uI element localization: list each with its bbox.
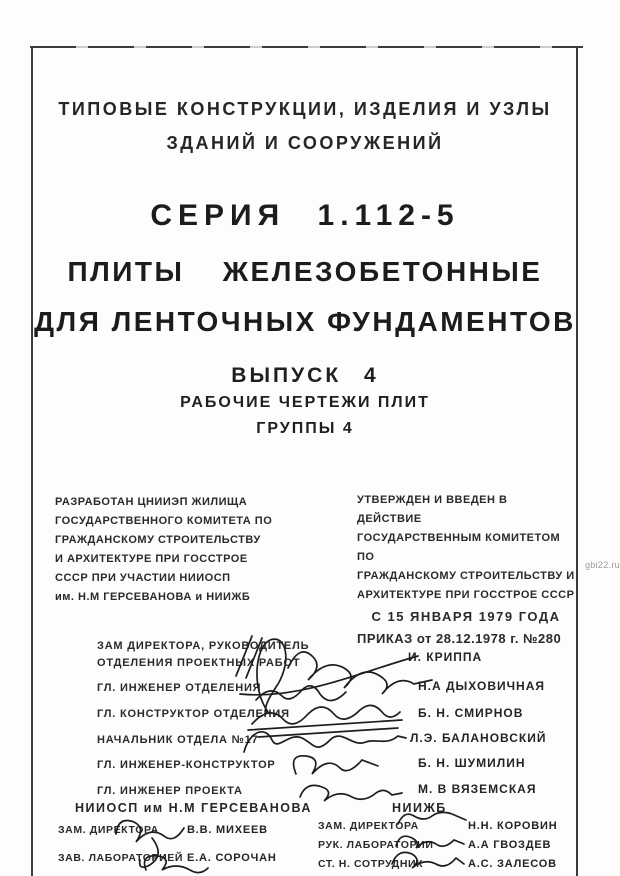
frame-left-border xyxy=(31,46,33,876)
signature-role: ЗАМ. ДИРЕКТОРА xyxy=(58,824,159,836)
signature-role: ЗАВ. ЛАБОРАТОРИЕЙ xyxy=(58,852,184,864)
title-line-1: ПЛИТЫ ЖЕЛЕЗОБЕТОННЫЕ xyxy=(67,256,543,287)
signature-role: СТ. Н. СОТРУДНИК xyxy=(318,858,424,870)
developed-line: ГРАЖДАНСКОМУ СТРОИТЕЛЬСТВУ xyxy=(55,534,261,546)
signature-stroke xyxy=(300,785,402,801)
signatory-name: Б. Н. ШУМИЛИН xyxy=(418,756,526,770)
signature-role: ЗАМ ДИРЕКТОРА, РУКОВОДИТЕЛЬ xyxy=(97,640,310,652)
signatory-name: Б. Н. СМИРНОВ xyxy=(418,706,524,720)
signatory-name: В.В. МИХЕЕВ xyxy=(187,824,268,836)
frame-top-border xyxy=(30,46,583,48)
frame-right-border xyxy=(576,46,578,876)
developed-by-block xyxy=(55,493,345,607)
approved-line: УТВЕРЖДЕН И ВВЕДЕН В ДЕЙСТВИЕ xyxy=(357,494,508,525)
signature-stroke xyxy=(256,686,346,701)
developed-line: им. Н.М ГЕРСЕВАНОВА и НИИЖБ xyxy=(55,591,251,603)
signatory-name: И. КРИППА xyxy=(408,650,483,664)
approved-by-block xyxy=(357,491,575,648)
series-title: СЕРИЯ 1.112-5 xyxy=(150,199,460,232)
signatory-name: Н.Н. КОРОВИН xyxy=(468,820,558,832)
approved-line: АРХИТЕКТУРЕ ПРИ ГОССТРОЕ СССР xyxy=(357,589,575,601)
signatory-name: М. В ВЯЗЕМСКАЯ xyxy=(418,782,537,796)
signature-role: ЗАМ. ДИРЕКТОРА xyxy=(318,820,419,832)
developed-line: ГОСУДАРСТВЕННОГО КОМИТЕТА ПО xyxy=(55,515,273,527)
developed-line: СССР ПРИ УЧАСТИИ НИИОСП xyxy=(55,572,231,584)
approval-date: С 15 ЯНВАРЯ 1979 ГОДА xyxy=(371,609,561,624)
signatory-name: Л.Э. БАЛАНОВСКИЙ xyxy=(410,731,547,745)
order-number: ПРИКАЗ от 28.12.1978 г. №280 xyxy=(357,631,562,646)
developed-line: И АРХИТЕКТУРЕ ПРИ ГОССТРОЕ xyxy=(55,553,248,565)
watermark-text: gbi22.ru xyxy=(585,560,620,570)
signature-row xyxy=(97,638,309,672)
institution-right-title: НИИЖБ xyxy=(392,801,447,815)
signature-role: ГЛ. КОНСТРУКТОР ОТДЕЛЕНИЯ xyxy=(97,708,290,720)
signature-role-line-2: ОТДЕЛЕНИЯ ПРОЕКТНЫХ РАБОТ xyxy=(97,657,301,669)
signature-stroke xyxy=(294,756,378,774)
approved-line: ГОСУДАРСТВЕННЫМ КОМИТЕТОМ ПО xyxy=(357,532,561,563)
drawings-line: РАБОЧИЕ ЧЕРТЕЖИ ПЛИТ xyxy=(180,394,430,411)
header-line-2: ЗДАНИЙ И СООРУЖЕНИЙ xyxy=(166,133,444,153)
signature-role: ГЛ. ИНЖЕНЕР ПРОЕКТА xyxy=(97,785,243,797)
signatory-name: А.С. ЗАЛЕСОВ xyxy=(468,858,557,870)
developed-line: РАЗРАБОТАН ЦНИИЭП ЖИЛИЩА xyxy=(55,496,248,508)
signatory-name: Н.А ДЫХОВИЧНАЯ xyxy=(418,679,546,693)
signature-role: ГЛ. ИНЖЕНЕР ОТДЕЛЕНИЯ xyxy=(97,682,262,694)
title-line-2: ДЛЯ ЛЕНТОЧНЫХ ФУНДАМЕНТОВ xyxy=(34,306,576,337)
signature-stroke xyxy=(244,732,406,752)
signature-role: РУК. ЛАБОРАТОРИИ xyxy=(318,839,434,851)
group-line: ГРУППЫ 4 xyxy=(256,420,354,437)
signatory-name: Е.А. СОРОЧАН xyxy=(187,852,277,864)
signatory-name: А.А ГВОЗДЕВ xyxy=(468,839,552,851)
header-line-1: ТИПОВЫЕ КОНСТРУКЦИИ, ИЗДЕЛИЯ И УЗЛЫ xyxy=(58,99,552,119)
signature-role: ГЛ. ИНЖЕНЕР-КОНСТРУКТОР xyxy=(97,759,276,771)
signature-role: НАЧАЛЬНИК ОТДЕЛА №17 xyxy=(97,734,259,746)
issue-line: ВЫПУСК 4 xyxy=(231,364,379,387)
approved-line: ГРАЖДАНСКОМУ СТРОИТЕЛЬСТВУ И xyxy=(357,570,575,582)
institution-left-title: НИИОСП им Н.М ГЕРСЕВАНОВА xyxy=(75,801,312,815)
